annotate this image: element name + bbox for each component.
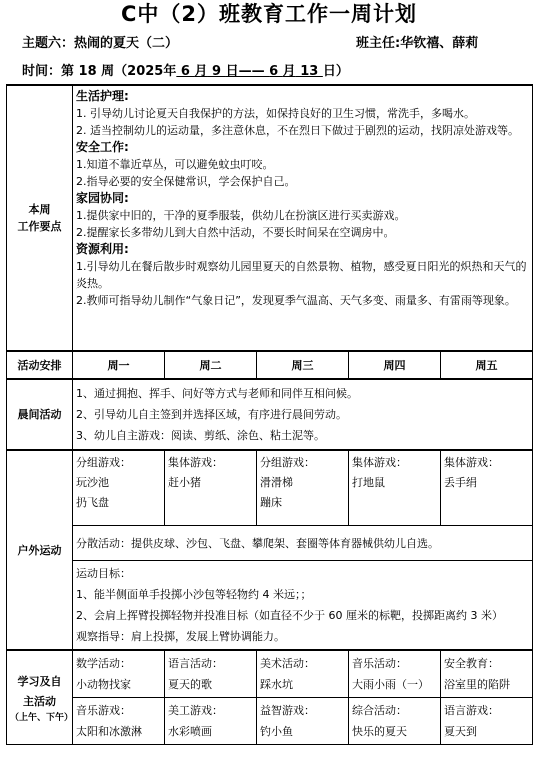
start-month-unit: 月 [194,64,208,79]
learning-tuesday-am: 语言活动： 夏天的歌 [165,650,257,698]
day-monday: 周一 [73,351,165,379]
section-heading: 安全工作: [76,140,129,154]
focus-item: 1.知道不靠近草丛，可以避免蚊虫叮咬。 [76,158,274,171]
learning-monday-pm: 音乐游戏： 太阳和冰激淋 [73,698,165,745]
morning-item: 1、通过拥抱、挥手、问好等方式与老师和同伴互相问候。 [76,387,358,400]
focus-item: 2.指导必要的安全保健常识，学会保护自己。 [76,175,296,188]
focus-item: 2.提醒家长多带幼儿到大自然中活动，不要长时间呆在空调房中。 [76,226,395,239]
weekly-focus-row [7,85,533,351]
focus-item: 2.教师可指导幼儿制作“气象日记”，发现夏季气温高、天气多变、雨量多、有雷雨等现象。 [76,294,516,307]
learning-friday-am: 安全教育： 浴室里的陷阱 [441,650,533,698]
schedule-label: 活动安排 [7,351,73,379]
goal-title: 运动目标： [76,567,131,580]
focus-item: 2. 适当控制幼儿的运动量，多注意休息，不在烈日下做过于剧烈的运动，找阴凉处游戏等。 [76,124,519,137]
morning-label: 晨间活动 [7,379,73,450]
weekly-plan-table [6,84,533,745]
learning-label: 学习及自 主活动 （上午、下午） [7,650,73,745]
outdoor-games-row [7,450,533,526]
section-heading: 生活护理: [76,89,129,103]
goal-item: 1、能半侧面单手投掷小沙包等轻物约 4 米远；； [76,588,312,601]
focus-item: 1. 引导幼儿讨论夏天自我保护的方法，如保持良好的卫生习惯，常洗手，多喝水。 [76,107,475,120]
learning-thursday-pm: 综合活动： 快乐的夏天 [349,698,441,745]
outdoor-game-tuesday: 集体游戏： 赶小猪 [165,450,257,526]
day-wednesday: 周三 [257,351,349,379]
day-thursday: 周四 [349,351,441,379]
outdoor-game-friday: 集体游戏： 丢手绢 [441,450,533,526]
end-month: 6 [269,64,283,79]
outdoor-label: 户外运动 [7,450,73,650]
start-day: 9 [207,64,226,79]
time-suffix: 日） [322,64,349,79]
weekly-focus-content [73,85,533,351]
morning-item: 3、幼儿自主游戏：阅读、剪纸、涂色、粘土泥等。 [76,429,325,442]
goal-item: 2、会肩上挥臂投掷轻物并投准目标（如直径不少于 60 厘米的标靶，投掷距离约 3 米） [76,609,503,622]
morning-content [73,379,533,450]
time-label [22,60,349,79]
end-month-unit: 月 [282,64,296,79]
schedule-header-row [7,351,533,379]
learning-friday-pm: 语言游戏： 夏天到 [441,698,533,745]
start-month: 6 [176,64,195,79]
day-friday: 周五 [441,351,533,379]
focus-item: 1.提供家中旧的，干净的夏季服装，供幼儿在扮演区进行买卖游戏。 [76,209,406,222]
outdoor-game-monday: 分组游戏： 玩沙池 扔飞盘 [73,450,165,526]
learning-wednesday-pm: 益智游戏： 钓小鱼 [257,698,349,745]
theme-label: 主题六：热闹的夏天（二） [22,36,179,51]
outdoor-scatter-row [7,526,533,561]
outdoor-game-thursday: 集体游戏： 打地鼠 [349,450,441,526]
learning-row-2 [7,698,533,745]
weekly-focus-label: 本周 工作要点 [7,85,73,351]
learning-wednesday-am: 美术活动： 踩水坑 [257,650,349,698]
learning-thursday-am: 音乐活动： 大雨小雨（一） [349,650,441,698]
outdoor-goals [73,561,533,651]
day-tuesday: 周二 [165,351,257,379]
date-separator: 日—— [225,64,270,79]
outdoor-game-wednesday: 分组游戏： 滑滑梯 蹦床 [257,450,349,526]
learning-monday-am: 数学活动： 小动物找家 [73,650,165,698]
focus-item: 1.引导幼儿在餐后散步时观察幼儿园里夏天的自然景物、植物，感受夏日阳光的炽热和天气的炎热。 [76,260,527,290]
guidance: 观察指导：肩上投掷，发展上臂协调能力。 [76,630,285,643]
learning-tuesday-pm: 美工游戏： 水彩喷画 [165,698,257,745]
outdoor-goal-row [7,561,533,651]
learning-row-1 [7,650,533,698]
teacher-label: 班主任:华钦禧、薛莉 [356,36,479,51]
morning-item: 2、引导幼儿自主签到并选择区域，有序进行晨间劳动。 [76,408,347,421]
section-heading: 家园协同: [76,191,129,205]
outdoor-scatter: 分散活动：提供皮球、沙包、飞盘、攀爬架、套圈等体育器械供幼儿自选。 [73,526,533,561]
morning-row [7,379,533,450]
end-day: 13 [295,64,323,79]
time-prefix: 时间：第 18 周（2025年 [22,64,177,79]
section-heading: 资源利用: [76,242,129,256]
page-title: C中（2）班教育工作一周计划 [120,2,418,26]
